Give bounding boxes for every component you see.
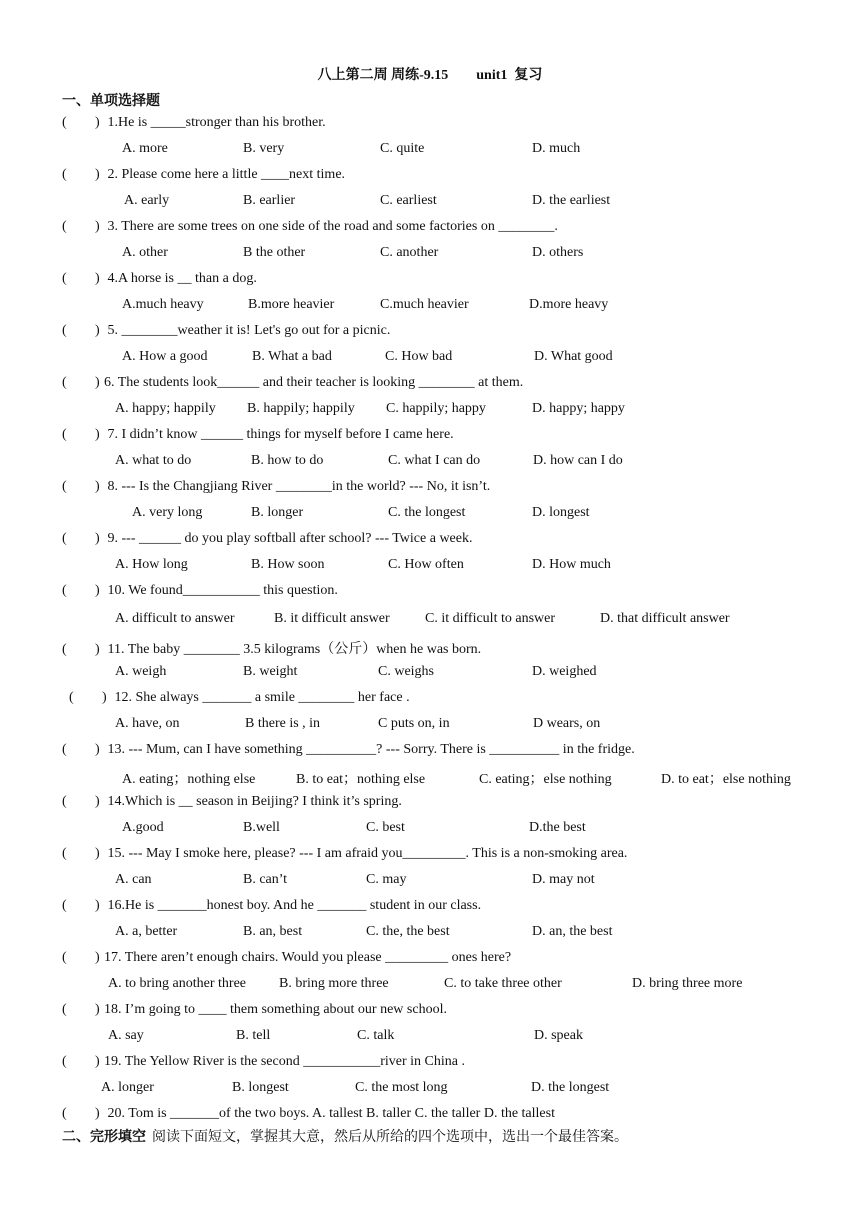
- question-text: 11. The baby ________ 3.5 kilograms（公斤）when he was born.: [104, 642, 482, 657]
- options-row-15: [0, 872, 860, 890]
- open-paren: (: [62, 167, 67, 182]
- question-text: 13. --- Mum, can I have something __________? --- Sorry. There is __________ in the fridge.: [104, 742, 635, 757]
- answer-blank[interactable]: [62, 375, 104, 391]
- option-c[interactable]: C. may: [366, 872, 407, 887]
- close-paren: ): [95, 950, 100, 965]
- option-a[interactable]: A. more: [122, 141, 168, 156]
- option-b[interactable]: B. can’t: [243, 872, 288, 887]
- option-a[interactable]: A. happy; happily: [115, 401, 216, 416]
- option-a[interactable]: A. a, better: [115, 924, 178, 939]
- option-a[interactable]: A. can: [115, 872, 152, 887]
- option-d[interactable]: D. bring three more: [632, 976, 743, 991]
- options-row-17: [0, 976, 860, 994]
- options-row-2: [0, 193, 860, 211]
- options-row-1: [0, 141, 860, 159]
- option-d[interactable]: D. to eat；else nothing: [661, 772, 791, 787]
- question-14: [62, 794, 402, 810]
- close-paren: ): [95, 846, 100, 861]
- question-text: 14.Which is __ season in Beijing? I think it’s spring.: [104, 794, 402, 809]
- answer-blank[interactable]: [62, 950, 104, 966]
- question-text: 15. --- May I smoke here, please? --- I am afraid you_________. This is a non-smoking area.: [104, 846, 628, 861]
- answer-blank[interactable]: [62, 898, 104, 914]
- answer-blank[interactable]: [62, 531, 104, 547]
- close-paren: ): [95, 1002, 100, 1017]
- option-b[interactable]: B. very: [243, 141, 285, 156]
- options-row-10: [0, 611, 860, 629]
- options-row-12: [0, 716, 860, 734]
- question-17: [62, 950, 511, 966]
- question-text: 16.He is _______honest boy. And he _______ student in our class.: [104, 898, 482, 913]
- close-paren: ): [95, 479, 100, 494]
- question-12: [69, 690, 410, 706]
- option-a[interactable]: A. other: [122, 245, 168, 260]
- question-6: [62, 375, 523, 391]
- option-d[interactable]: D. weighed: [532, 664, 597, 679]
- question-15: [62, 846, 627, 862]
- question-2: [62, 167, 345, 183]
- answer-blank[interactable]: [62, 1002, 104, 1018]
- option-d[interactable]: D. others: [532, 245, 584, 260]
- option-b[interactable]: B. What a bad: [252, 349, 332, 364]
- option-b[interactable]: B. longer: [251, 505, 304, 520]
- question-text: 3. There are some trees on one side of the road and some factories on ________.: [104, 219, 558, 234]
- option-c[interactable]: C. the most long: [355, 1080, 448, 1095]
- question-10: [62, 583, 338, 599]
- question-text: 2. Please come here a little ____next time.: [104, 167, 346, 182]
- options-row-7: [0, 453, 860, 471]
- answer-blank[interactable]: [62, 794, 104, 810]
- option-c[interactable]: C. happily; happy: [386, 401, 486, 416]
- section-label: 二、完形填空: [62, 1130, 146, 1145]
- open-paren: (: [62, 794, 67, 809]
- option-a[interactable]: A.much heavy: [122, 297, 204, 312]
- question-3: [62, 219, 558, 235]
- open-paren: (: [62, 1106, 67, 1121]
- open-paren: (: [62, 583, 67, 598]
- answer-blank[interactable]: [62, 642, 104, 658]
- option-a[interactable]: A. what to do: [115, 453, 192, 468]
- options-row-9: [0, 557, 860, 575]
- option-c[interactable]: C. the, the best: [366, 924, 450, 939]
- question-text: 20. Tom is _______of the two boys. A. tallest B. taller C. the taller D. the tallest: [104, 1106, 555, 1121]
- answer-blank[interactable]: [62, 1054, 104, 1070]
- close-paren: ): [95, 167, 100, 182]
- question-text: 9. --- ______ do you play softball after school? --- Twice a week.: [104, 531, 473, 546]
- option-b[interactable]: B. How soon: [251, 557, 325, 572]
- question-text: 18. I’m going to ____ them something about our new school.: [104, 1002, 447, 1017]
- section-instruction: 阅读下面短文，掌握其大意，然后从所给的四个选项中，选出一个最佳答案。: [152, 1130, 628, 1145]
- open-paren: (: [62, 271, 67, 286]
- options-row-13: [0, 768, 860, 786]
- option-c[interactable]: C. eating；else nothing: [479, 772, 612, 787]
- option-d[interactable]: D. the earliest: [532, 193, 611, 208]
- question-text: 10. We found___________ this question.: [104, 583, 338, 598]
- options-row-11: [0, 664, 860, 682]
- close-paren: ): [95, 271, 100, 286]
- open-paren: (: [62, 846, 67, 861]
- answer-blank[interactable]: [62, 846, 104, 862]
- option-a[interactable]: A. How long: [115, 557, 188, 572]
- question-5: [62, 323, 390, 339]
- question-text: 6. The students look______ and their teacher is looking ________ at them.: [104, 375, 524, 390]
- question-11: [62, 638, 481, 658]
- question-text: 7. I didn’t know ______ things for myself before I came here.: [104, 427, 454, 442]
- option-c[interactable]: C. to take three other: [444, 976, 562, 991]
- option-a[interactable]: A. to bring another three: [108, 976, 247, 991]
- options-row-6: [0, 401, 860, 419]
- answer-blank[interactable]: [62, 167, 104, 183]
- option-a[interactable]: A. weigh: [115, 664, 167, 679]
- question-text: 12. She always _______ a smile ________ her face .: [111, 690, 410, 705]
- close-paren: ): [95, 898, 100, 913]
- option-d[interactable]: D. speak: [534, 1028, 583, 1043]
- close-paren: ): [95, 427, 100, 442]
- open-paren: (: [62, 219, 67, 234]
- option-b[interactable]: B. tell: [236, 1028, 271, 1043]
- open-paren: (: [62, 479, 67, 494]
- open-paren: (: [62, 531, 67, 546]
- options-row-18: [0, 1028, 860, 1046]
- open-paren: (: [62, 898, 67, 913]
- section-heading-cloze: [62, 1126, 628, 1146]
- open-paren: (: [62, 427, 67, 442]
- open-paren: (: [62, 1054, 67, 1069]
- close-paren: ): [95, 642, 100, 657]
- option-c[interactable]: C. the longest: [388, 505, 466, 520]
- answer-blank[interactable]: [62, 742, 104, 758]
- question-text: 5. ________weather it is! Let's go out for a picnic.: [104, 323, 391, 338]
- option-b[interactable]: B the other: [243, 245, 306, 260]
- options-row-3: [0, 245, 860, 263]
- answer-blank[interactable]: [62, 115, 104, 131]
- question-16: [62, 898, 481, 914]
- answer-blank[interactable]: [62, 583, 104, 599]
- close-paren: ): [95, 375, 100, 390]
- close-paren: ): [95, 583, 100, 598]
- question-text: 19. The Yellow River is the second ___________river in China .: [104, 1054, 465, 1069]
- option-a[interactable]: A. early: [124, 193, 170, 208]
- options-row-4: [0, 297, 860, 315]
- option-d[interactable]: D. that difficult answer: [600, 611, 730, 626]
- close-paren: ): [95, 794, 100, 809]
- option-c[interactable]: C. what I can do: [388, 453, 481, 468]
- option-d[interactable]: D. longest: [532, 505, 590, 520]
- option-d[interactable]: D. happy; happy: [532, 401, 625, 416]
- option-d[interactable]: D. How much: [532, 557, 611, 572]
- option-d[interactable]: D. much: [532, 141, 581, 156]
- question-19: [62, 1054, 465, 1070]
- option-b[interactable]: B. an, best: [243, 924, 303, 939]
- question-18: [62, 1002, 447, 1018]
- option-d[interactable]: D. an, the best: [532, 924, 613, 939]
- question-1: [62, 115, 326, 131]
- option-a[interactable]: A. very long: [132, 505, 203, 520]
- answer-blank[interactable]: [62, 271, 104, 287]
- question-4: [62, 271, 257, 287]
- answer-blank[interactable]: [62, 323, 104, 339]
- question-13: [62, 742, 635, 758]
- section-heading-multiple-choice: [62, 90, 160, 110]
- option-a[interactable]: A. say: [108, 1028, 144, 1043]
- option-d[interactable]: D.more heavy: [529, 297, 609, 312]
- option-c[interactable]: C. weighs: [378, 664, 434, 679]
- answer-blank[interactable]: [62, 479, 104, 495]
- option-b[interactable]: B. it difficult answer: [274, 611, 390, 626]
- question-7: [62, 427, 454, 443]
- close-paren: ): [95, 115, 100, 130]
- close-paren: ): [95, 323, 100, 338]
- option-a[interactable]: A. eating；nothing else: [122, 772, 256, 787]
- option-b[interactable]: B. bring more three: [279, 976, 389, 991]
- open-paren: (: [62, 642, 67, 657]
- open-paren: (: [62, 115, 67, 130]
- option-b[interactable]: B. happily; happily: [247, 401, 355, 416]
- question-text: 17. There aren’t enough chairs. Would you please _________ ones here?: [104, 950, 512, 965]
- question-text: 8. --- Is the Changjiang River ________in the world? --- No, it isn’t.: [104, 479, 491, 494]
- option-d[interactable]: D. how can I do: [533, 453, 623, 468]
- question-9: [62, 531, 472, 547]
- option-c[interactable]: C puts on, in: [378, 716, 450, 731]
- option-d[interactable]: D.the best: [529, 820, 586, 835]
- option-c[interactable]: C. earliest: [380, 193, 437, 208]
- question-8: [62, 479, 490, 495]
- question-20: [62, 1106, 555, 1122]
- option-b[interactable]: B there is , in: [245, 716, 321, 731]
- options-row-8: [0, 505, 860, 523]
- option-d[interactable]: D. may not: [532, 872, 595, 887]
- section-label: 一、单项选择题: [62, 94, 160, 109]
- option-a[interactable]: A.good: [122, 820, 164, 835]
- option-c[interactable]: C. quite: [380, 141, 425, 156]
- open-paren: (: [69, 690, 74, 705]
- question-text: 1.He is _____stronger than his brother.: [104, 115, 326, 130]
- answer-blank[interactable]: [62, 427, 104, 443]
- option-c[interactable]: C. talk: [357, 1028, 395, 1043]
- option-a[interactable]: A. have, on: [115, 716, 180, 731]
- option-b[interactable]: B. longest: [232, 1080, 289, 1095]
- option-b[interactable]: B. earlier: [243, 193, 296, 208]
- open-paren: (: [62, 323, 67, 338]
- open-paren: (: [62, 1002, 67, 1017]
- option-a[interactable]: A. difficult to answer: [115, 611, 235, 626]
- option-b[interactable]: B. weight: [243, 664, 298, 679]
- option-a[interactable]: A. How a good: [122, 349, 208, 364]
- option-b[interactable]: B. to eat；nothing else: [296, 772, 426, 787]
- options-row-19: [0, 1080, 860, 1098]
- option-b[interactable]: B.more heavier: [248, 297, 335, 312]
- close-paren: ): [95, 1054, 100, 1069]
- option-c[interactable]: C. How bad: [385, 349, 453, 364]
- answer-blank[interactable]: [69, 690, 111, 706]
- close-paren: ): [95, 219, 100, 234]
- options-row-5: [0, 349, 860, 367]
- close-paren: ): [95, 531, 100, 546]
- option-b[interactable]: B. how to do: [251, 453, 324, 468]
- option-b[interactable]: B.well: [243, 820, 280, 835]
- options-row-14: [0, 820, 860, 838]
- open-paren: (: [62, 742, 67, 757]
- open-paren: (: [62, 375, 67, 390]
- option-d[interactable]: D. What good: [534, 349, 613, 364]
- option-c[interactable]: C. best: [366, 820, 405, 835]
- option-c[interactable]: C. another: [380, 245, 439, 260]
- option-d[interactable]: D. the longest: [531, 1080, 610, 1095]
- close-paren: ): [102, 690, 107, 705]
- open-paren: (: [62, 950, 67, 965]
- option-c[interactable]: C. How often: [388, 557, 464, 572]
- answer-blank[interactable]: [62, 1106, 104, 1122]
- close-paren: ): [95, 742, 100, 757]
- close-paren: ): [95, 1106, 100, 1121]
- question-text: 4.A horse is __ than a dog.: [104, 271, 257, 286]
- answer-blank[interactable]: [62, 219, 104, 235]
- options-row-16: [0, 924, 860, 942]
- page-title: 八上第二周 周练-9.15 unit1 复习: [317, 68, 543, 83]
- option-c[interactable]: C.much heavier: [380, 297, 469, 312]
- option-a[interactable]: A. longer: [101, 1080, 154, 1095]
- option-c[interactable]: C. it difficult to answer: [425, 611, 555, 626]
- option-d[interactable]: D wears, on: [533, 716, 601, 731]
